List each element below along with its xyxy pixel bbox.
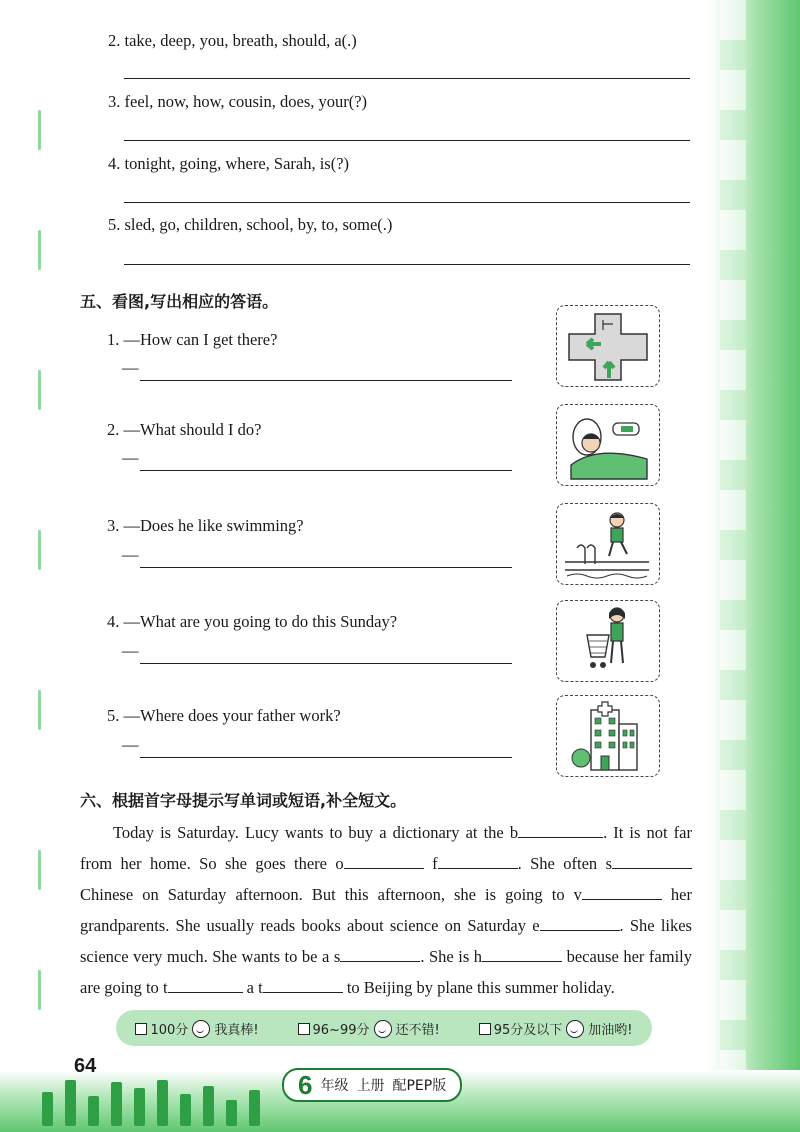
page-number: 64 — [74, 1055, 97, 1077]
blank-8[interactable] — [482, 943, 562, 962]
picture-box-5 — [556, 695, 660, 777]
crossroads-arrows-icon — [557, 306, 659, 386]
score-option-1[interactable]: 100分 我真棒! — [135, 1019, 258, 1038]
cloze-passage: Today is Saturday. Lucy wants to buy a dictionary at the b . It is not far from her home. So she goes there o f . She often s Chinese on Saturday afternoon. But this afternoon, she is going to v her grandparents. She usually reads books about science on Saturday e . She likes science very much. She wants to be a s . She is h because her family are going to t a t to Beijing by plane this summer holiday. — [80, 817, 692, 1003]
answer-dash: — — [122, 641, 139, 660]
sick-in-bed-icon — [557, 405, 659, 485]
picture-box-2 — [556, 404, 660, 486]
grade-number: 6 — [298, 1070, 313, 1100]
grade-text: 年级 — [320, 1078, 349, 1094]
reorder-item-2: 2. take, deep, you, breath, should, a(.) — [108, 31, 357, 50]
boy-at-pool-icon — [557, 504, 659, 584]
answer-line[interactable] — [124, 140, 690, 141]
edition-text: 配PEP版 — [392, 1078, 447, 1094]
answer-dash: — — [122, 358, 139, 377]
checkbox-icon[interactable] — [479, 1023, 491, 1035]
question-2: 2. —What should I do? — [107, 420, 262, 439]
blank-7[interactable] — [340, 943, 420, 962]
left-margin-marks — [38, 110, 48, 1010]
answer-line[interactable] — [124, 264, 690, 265]
blank-3[interactable] — [438, 850, 518, 869]
question-3: 3. —Does he like swimming? — [107, 516, 304, 535]
shopping-cart-icon — [557, 601, 659, 681]
answer-dash: — — [122, 735, 139, 754]
volume-text: 上册 — [356, 1078, 385, 1094]
smiley-face-icon — [566, 1020, 584, 1038]
answer-dash: — — [122, 545, 139, 564]
section-5-heading: 五、看图,写出相应的答语。 — [80, 292, 279, 311]
reorder-item-5: 5. sled, go, children, school, by, to, some(.) — [108, 215, 393, 234]
section-6-heading: 六、根据首字母提示写单词或短语,补全短文。 — [80, 791, 407, 810]
question-5: 5. —Where does your father work? — [107, 706, 341, 725]
grade-label — [282, 1068, 462, 1102]
checkbox-icon[interactable] — [298, 1023, 310, 1035]
hospital-building-icon — [557, 696, 659, 776]
answer-line[interactable] — [140, 380, 512, 381]
blank-6[interactable] — [540, 912, 620, 931]
picture-box-1 — [556, 305, 660, 387]
right-page-border — [708, 0, 800, 1132]
reorder-item-4: 4. tonight, going, where, Sarah, is(?) — [108, 154, 350, 173]
blank-2[interactable] — [344, 850, 424, 869]
score-option-2[interactable]: 96~99分 还不错! — [298, 1019, 440, 1038]
question-1: 1. —How can I get there? — [107, 330, 278, 349]
checkbox-icon[interactable] — [135, 1023, 147, 1035]
score-bar — [116, 1010, 652, 1046]
blank-5[interactable] — [582, 881, 662, 900]
answer-dash: — — [122, 448, 139, 467]
answer-line[interactable] — [140, 757, 512, 758]
picture-box-4 — [556, 600, 660, 682]
smiley-face-icon — [192, 1020, 210, 1038]
blank-4[interactable] — [612, 850, 692, 869]
answer-line[interactable] — [140, 663, 512, 664]
answer-line[interactable] — [140, 567, 512, 568]
smiley-face-icon — [374, 1020, 392, 1038]
answer-line[interactable] — [124, 202, 690, 203]
answer-line[interactable] — [124, 78, 690, 79]
answer-line[interactable] — [140, 470, 512, 471]
question-4: 4. —What are you going to do this Sunday? — [107, 612, 398, 631]
score-option-3[interactable]: 95分及以下 加油哟! — [479, 1019, 633, 1038]
blank-1[interactable] — [518, 819, 603, 838]
reorder-item-3: 3. feel, now, how, cousin, does, your(?) — [108, 92, 368, 111]
blank-9[interactable] — [168, 974, 243, 993]
picture-box-3 — [556, 503, 660, 585]
blank-10[interactable] — [263, 974, 343, 993]
